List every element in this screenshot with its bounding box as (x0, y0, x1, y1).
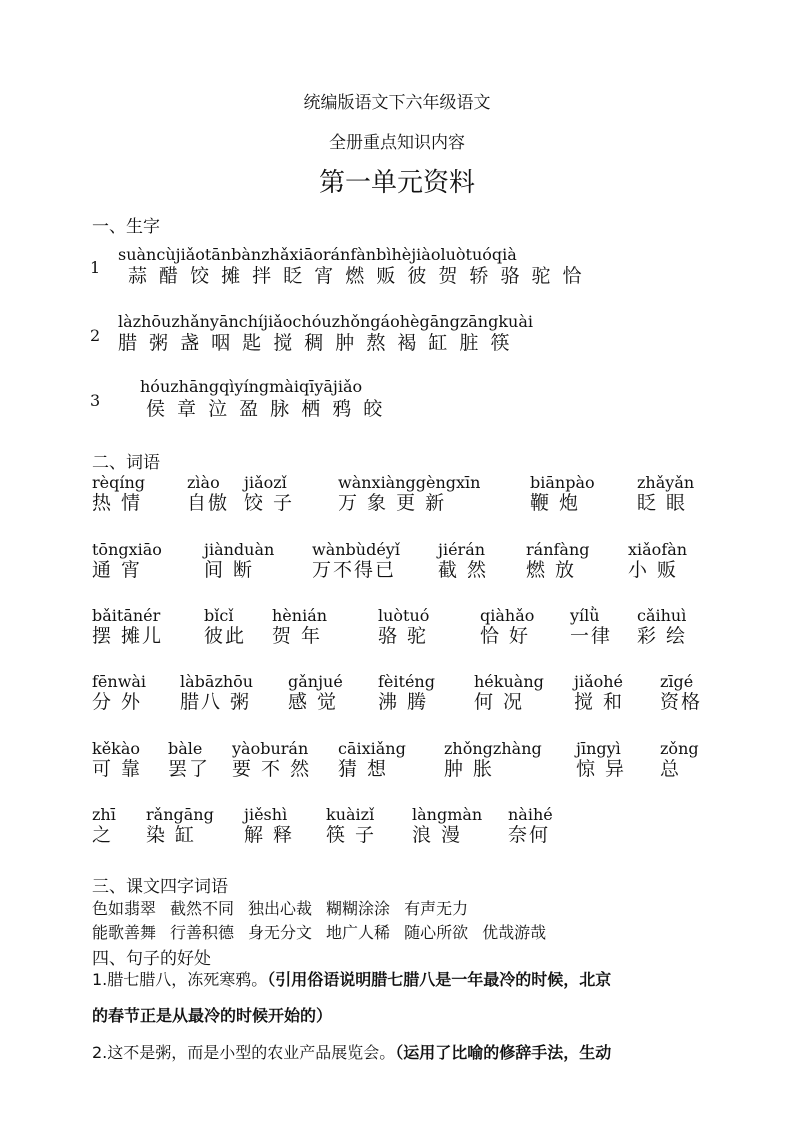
word-item (92, 673, 146, 713)
word-chars: 可 靠 (92, 758, 143, 780)
word-chars: 惊 异 (576, 758, 627, 780)
sentence-1-cont (92, 1003, 332, 1026)
word-chars: 鞭 炮 (530, 492, 581, 514)
section-heading-idioms: 三、课文四字词语 (92, 877, 228, 897)
word-item (530, 474, 595, 514)
word-item (637, 607, 687, 647)
word-item (508, 806, 553, 846)
word-chars: 彼此 (204, 625, 247, 647)
idiom: 行善积德 (170, 923, 235, 942)
word-pinyin: fèiténg (378, 672, 435, 691)
word-pinyin: hènián (272, 606, 328, 625)
idiom-row-1 (92, 896, 482, 919)
word-pinyin: yílǜ (570, 606, 600, 625)
word-chars: 恰 好 (480, 625, 531, 647)
idiom: 身无分文 (248, 923, 313, 942)
word-chars: 总 (660, 758, 682, 780)
doc-header-line1: 统编版语文下六年级语文 (303, 93, 491, 113)
word-pinyin: zīgé (660, 672, 694, 691)
word-item (92, 541, 162, 581)
word-item (312, 541, 400, 581)
sentence-text: 1.腊七腊八，冻死寒鸦。 (92, 970, 268, 989)
word-pinyin: biānpào (530, 473, 595, 492)
word-item (92, 806, 116, 846)
word-item (570, 607, 612, 647)
word-chars: 罢了 (168, 758, 211, 780)
word-item (378, 673, 435, 713)
word-pinyin: kěkào (92, 739, 141, 758)
word-item (326, 806, 376, 846)
word-item (480, 607, 534, 647)
word-pinyin: xiǎofàn (628, 540, 688, 559)
char-row-number: 3 (90, 391, 101, 410)
sentence-note: 的春节正是从最冷的时候开始的） (92, 1006, 333, 1025)
word-chars: 之 (92, 824, 114, 846)
word-chars: 彩 绘 (637, 625, 688, 647)
section-heading-sentences: 四、句子的好处 (92, 949, 211, 969)
doc-header-line2: 全册重点知识内容 (329, 133, 465, 153)
word-item (660, 673, 702, 713)
word-pinyin: zǒng (660, 739, 699, 758)
word-pinyin: cǎihuì (637, 606, 687, 625)
char-row-chars: 侯 章 泣 盈 脉 栖 鸦 皎 (146, 398, 386, 420)
word-pinyin: gǎnjué (288, 672, 343, 691)
char-row-number: 2 (90, 326, 101, 345)
sentence-note: （引用俗语说明腊七腊八是一年最冷的时候，北京 (267, 970, 612, 989)
word-chars: 间 断 (204, 559, 255, 581)
word-item (168, 740, 210, 780)
word-item (272, 607, 327, 647)
word-pinyin: jiěshì (244, 805, 288, 824)
word-pinyin: zìào (187, 473, 220, 492)
idiom: 地广人稀 (326, 923, 391, 942)
idiom: 糊糊涂涂 (326, 899, 391, 918)
word-pinyin: jiǎozǐ (244, 473, 287, 492)
sentence-note: （运用了比喻的修辞手法，生动 (395, 1043, 612, 1062)
word-chars: 奈何 (508, 824, 551, 846)
word-chars: 腊八 粥 (180, 691, 252, 713)
word-item (288, 673, 343, 713)
idiom-row-2 (92, 920, 560, 943)
word-item (146, 806, 214, 846)
char-row-pinyin: làzhōuzhǎnyānchíjiǎochóuzhǒngáohègāngzāngkuài (118, 312, 533, 331)
idiom: 随心所欲 (404, 923, 469, 942)
char-row-chars: 蒜 醋 饺 摊 拌 眨 宵 燃 贩 彼 贺 轿 骆 驼 恰 (128, 265, 585, 287)
word-item (244, 474, 294, 514)
word-chars: 要 不 然 (232, 758, 312, 780)
word-pinyin: jiànduàn (204, 540, 275, 559)
char-row-pinyin: hóuzhāngqìyíngmàiqīyājiǎo (140, 377, 363, 396)
word-item (576, 740, 626, 780)
word-pinyin: qiàhǎo (480, 606, 535, 625)
word-chars: 骆 驼 (378, 625, 429, 647)
word-pinyin: fēnwài (92, 672, 147, 691)
word-chars: 小 贩 (628, 559, 679, 581)
word-chars: 感 觉 (288, 691, 339, 713)
word-chars: 猜 想 (338, 758, 389, 780)
sentence-1 (92, 967, 611, 990)
word-pinyin: ránfàng (526, 540, 590, 559)
word-chars: 资格 (660, 691, 703, 713)
word-chars: 贺 年 (272, 625, 323, 647)
section-heading-characters: 一、生字 (92, 217, 160, 237)
word-item (444, 740, 542, 780)
word-item (92, 740, 142, 780)
word-pinyin: cāixiǎng (338, 739, 406, 758)
word-chars: 万不得已 (312, 559, 397, 581)
word-item (244, 806, 294, 846)
word-chars: 何 况 (474, 691, 525, 713)
word-chars: 自傲 (187, 492, 230, 514)
word-pinyin: jiǎohé (574, 672, 624, 691)
char-row-pinyin: suàncùjiǎotānbànzhǎxiāoránfànbìhèjiàoluòtuóqià (118, 245, 517, 264)
page-title: 第一单元资料 (318, 168, 475, 198)
word-chars: 搅 和 (574, 691, 625, 713)
word-item (574, 673, 624, 713)
word-item (378, 607, 429, 647)
word-pinyin: wànxiànggèngxīn (338, 473, 481, 492)
word-pinyin: kuàizǐ (326, 805, 375, 824)
word-item (637, 474, 694, 514)
word-chars: 摆 摊儿 (92, 625, 164, 647)
word-chars: 浪 漫 (412, 824, 463, 846)
word-pinyin: bàle (168, 739, 203, 758)
word-pinyin: zhī (92, 805, 116, 824)
word-item (338, 740, 406, 780)
word-item (526, 541, 590, 581)
idiom: 色如翡翠 (92, 899, 157, 918)
word-pinyin: hékuàng (474, 672, 544, 691)
word-pinyin: zhǒngzhàng (444, 739, 542, 758)
word-pinyin: rèqíng (92, 473, 146, 492)
word-item (338, 474, 480, 514)
word-chars: 筷 子 (326, 824, 377, 846)
word-chars: 燃 放 (526, 559, 577, 581)
sentence-text: 2.这不是粥，而是小型的农业产品展览会。 (92, 1043, 396, 1062)
word-item (660, 740, 699, 780)
word-pinyin: jiérán (438, 540, 486, 559)
idiom: 有声无力 (404, 899, 469, 918)
word-chars: 眨 眼 (637, 492, 688, 514)
word-item (180, 673, 253, 713)
word-chars: 解 释 (244, 824, 295, 846)
word-item (204, 541, 274, 581)
idiom: 优哉游哉 (482, 923, 547, 942)
idiom: 独出心裁 (248, 899, 313, 918)
word-chars: 通 宵 (92, 559, 143, 581)
word-chars: 一律 (570, 625, 613, 647)
word-chars: 染 缸 (146, 824, 197, 846)
word-pinyin: làbāzhōu (180, 672, 254, 691)
word-item (412, 806, 482, 846)
char-row-chars: 腊 粥 盏 咽 匙 搅 稠 肿 熬 褐 缸 脏 筷 (118, 332, 513, 354)
word-chars: 分 外 (92, 691, 143, 713)
word-item (92, 474, 145, 514)
word-chars: 万 象 更 新 (338, 492, 447, 514)
word-item (187, 474, 229, 514)
word-chars: 肿 胀 (444, 758, 495, 780)
sentence-2 (92, 1040, 611, 1063)
word-chars: 沸 腾 (378, 691, 429, 713)
word-pinyin: nàihé (508, 805, 553, 824)
word-item (438, 541, 488, 581)
word-item (232, 740, 311, 780)
word-pinyin: jīngyì (576, 739, 621, 758)
word-item (92, 607, 163, 647)
char-row-number: 1 (90, 258, 101, 277)
section-heading-words: 二、词语 (92, 453, 160, 473)
word-pinyin: luòtuó (378, 606, 430, 625)
word-pinyin: làngmàn (412, 805, 483, 824)
word-pinyin: yàoburán (232, 739, 309, 758)
word-item (474, 673, 544, 713)
word-chars: 截 然 (438, 559, 489, 581)
word-chars: 饺 子 (244, 492, 295, 514)
word-pinyin: rǎngāng (146, 805, 214, 824)
word-pinyin: wànbùdéyǐ (312, 540, 400, 559)
word-item (204, 607, 246, 647)
word-pinyin: zhǎyǎn (637, 473, 695, 492)
idiom: 能歌善舞 (92, 923, 157, 942)
word-pinyin: bǐcǐ (204, 606, 234, 625)
word-pinyin: tōngxiāo (92, 540, 162, 559)
word-pinyin: bǎitānér (92, 606, 161, 625)
word-chars: 热 情 (92, 492, 143, 514)
idiom: 截然不同 (170, 899, 235, 918)
word-item (628, 541, 687, 581)
